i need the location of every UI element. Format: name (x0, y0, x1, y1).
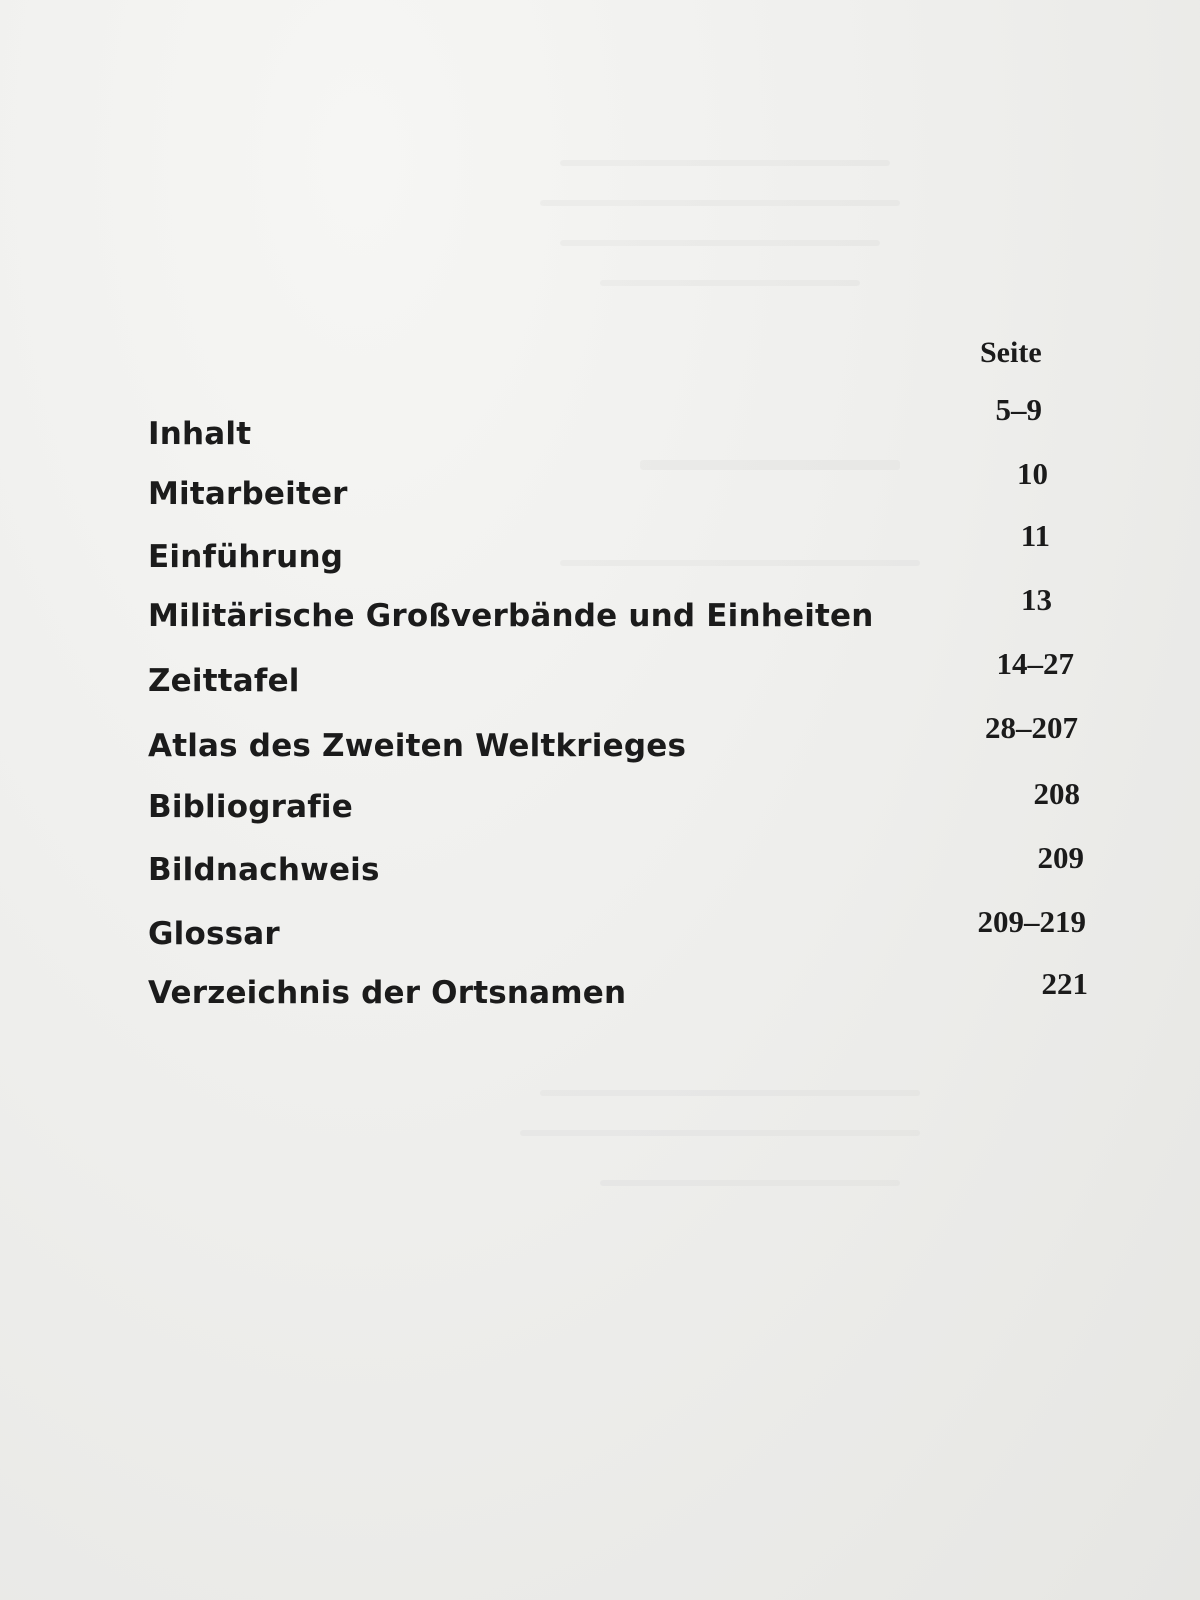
toc-entry-page: 14–27 (996, 646, 1074, 681)
toc-entry-title: Militärische Großverbände und Einheiten (148, 598, 874, 634)
toc-entry-page: 11 (1020, 518, 1050, 553)
show-through-line (540, 1090, 920, 1096)
toc-entry-page: 208 (1033, 776, 1080, 811)
toc-entry-page: 5–9 (995, 392, 1042, 427)
toc-entry-page: 221 (1041, 966, 1088, 1001)
toc-entry-title: Bibliografie (148, 789, 353, 825)
toc-entry-title: Glossar (148, 916, 280, 952)
show-through-line (560, 240, 880, 246)
show-through-line (600, 1180, 900, 1186)
toc-entry-title: Zeittafel (148, 663, 300, 699)
toc-entry-title: Einführung (148, 539, 344, 575)
show-through-line (600, 280, 860, 286)
toc-entry-title: Bildnachweis (148, 852, 380, 888)
toc-entry-title: Atlas des Zweiten Weltkrieges (148, 728, 687, 764)
toc-entry-title: Mitarbeiter (148, 476, 348, 512)
toc-entry-title: Inhalt (148, 416, 252, 452)
toc-entry-page: 13 (1021, 582, 1052, 617)
toc-entry-title: Verzeichnis der Ortsnamen (148, 975, 627, 1011)
toc-entry-page: 10 (1017, 456, 1048, 491)
show-through-line (560, 160, 890, 166)
toc-entry-page: 209–219 (977, 904, 1086, 939)
show-through-line (540, 200, 900, 206)
show-through-line (560, 560, 920, 566)
show-through-line (520, 1130, 920, 1136)
toc-entry-page: 209 (1037, 840, 1084, 875)
toc-entry-page: 28–207 (985, 710, 1078, 745)
page-column-header: Seite (980, 336, 1042, 369)
